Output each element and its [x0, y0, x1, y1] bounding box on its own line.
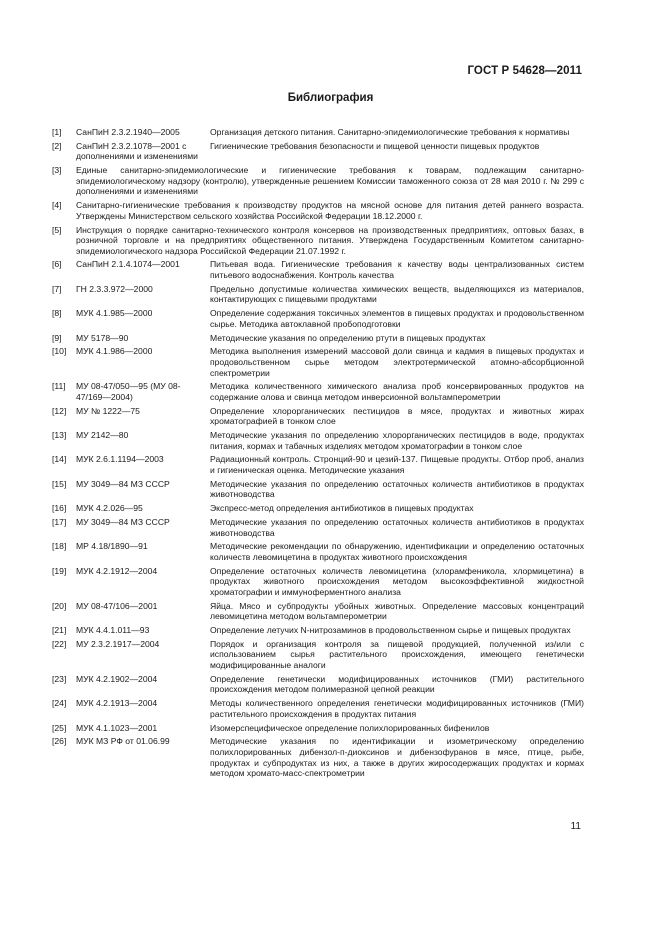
entry-description: Методические указания по идентификации и изометрическому определению полихлорированных дибензол-п-диоксинов и дибензофуранов в мясе, птице, рыбе, продуктах и субпродуктах из них, а также в других жиросодержащих продуктах и кормах методом хромато-масс-спектрометрии [210, 736, 584, 779]
entry-number: [8] [52, 308, 62, 319]
entry-number: [24] [52, 698, 67, 709]
entry-number: [3] [52, 165, 62, 176]
entry-code: СанПиН 2.1.4.1074—2001 [76, 259, 180, 270]
entry-number: [7] [52, 283, 62, 294]
entry-number: [20] [52, 600, 67, 611]
bibliography-entry [52, 381, 584, 402]
entry-description: Радиационный контроль. Стронций-90 и цезий-137. Пищевые продукты. Отбор проб, анализ и гигиеническая оценка. Методические указания [210, 454, 584, 476]
entry-description: Экспресс-метод определения антибиотиков в пищевых продуктах [210, 503, 474, 514]
entry-code: МУ № 1222—75 [76, 405, 140, 416]
entry-code: МУ 3049—84 МЗ СССР [76, 478, 170, 489]
bibliography-entry [52, 346, 584, 378]
entry-description: Методические указания по определению остаточных количеств антибиотиков в продуктах животноводства [210, 517, 584, 538]
bibliography-entry [52, 601, 584, 622]
entry-number: [11] [52, 381, 66, 392]
entry-description: Единые санитарно-эпидемиологические и гигиенические требования к товарам, подлежащим санитарно-эпидемиологическому надзору (контролю), утвержденные решением Комиссии таможенного союза от 28 мая 2010 г. № 299 с дополнениями и изменениями [76, 165, 584, 197]
entry-number: [17] [52, 517, 67, 527]
bibliography-entry [52, 141, 584, 162]
bibliography-entry [52, 308, 584, 329]
entry-description: Яйца. Мясо и субпродукты убойных животных. Определение массовых концентраций левомицетина методом вольтамперометрии [210, 600, 584, 622]
bibliography-entry [52, 225, 584, 257]
entry-code: МУК 4.1.1023—2001 [76, 722, 158, 733]
entry-number: [23] [52, 673, 67, 684]
page-number: 11 [570, 821, 581, 832]
document-code: ГОСТ Р 54628—2011 [467, 65, 582, 77]
entry-code: МУ 2142—80 [76, 430, 129, 441]
entry-code: МР 4.18/1890—91 [76, 541, 148, 552]
entry-code: СанПиН 2.3.2.1940—2005 [76, 127, 180, 137]
entry-number: [15] [52, 478, 67, 489]
entry-description: Гигиенические требования безопасности и пищевой ценности пищевых продуктов [210, 140, 540, 151]
entry-number: [10] [52, 346, 67, 357]
bibliography-entry [52, 698, 584, 719]
entry-description: Методика количественного химического анализа проб консервированных продуктов на содержание олова и свинца методом инверсионной вольтамперометрии [210, 381, 584, 402]
entry-code: МУК 4.2.1913—2004 [76, 698, 158, 709]
bibliography-entry [52, 165, 584, 197]
entry-description: Определение генетически модифицированных источников (ГМИ) растительного происхождения методом полимеразной цепной реакции [210, 673, 584, 695]
entry-description: Предельно допустимые количества химических веществ, выделяющихся из материалов, контактирующих с пищевыми продуктами [210, 283, 584, 305]
entry-code: МУК 4.1.985—2000 [76, 308, 153, 319]
entry-description: Порядок и организация контроля за пищевой продукцией, полученной из/или с использованием сырья растительного происхождения, имеющего генетически модифицированные аналоги [210, 638, 584, 671]
entry-description: Определение остаточных количеств левомицетина (хлорамфеникола, хлормицетина) в продуктах животного происхождения методом высокоэффективной жидкостной хроматографии и иммуноферментного анализа [210, 565, 584, 597]
entry-description: Определение хлорорганических пестицидов в мясе, продуктах и животных жирах хроматографией в тонком слое [210, 405, 584, 427]
entry-description: Методы количественного определения генетически модифицированных источников (ГМИ) растительного происхождения в продуктах питания [210, 698, 584, 719]
bibliography-entry [52, 503, 584, 514]
entry-description: Питьевая вода. Гигиенические требования к качеству воды централизованных систем питьевого водоснабжения. Контроль качества [210, 259, 584, 281]
entry-code: МУ 08-47/050—95 (МУ 08-47/169—2004) [76, 381, 181, 402]
entry-code: МУК МЗ РФ от 01.06.99 [76, 736, 170, 747]
bibliography-entry [52, 541, 584, 562]
bibliography-entry [52, 259, 584, 280]
entry-number: [19] [52, 565, 67, 576]
entry-description: Изомерспецифическое определение полихлорированных бифенилов [210, 722, 490, 733]
entry-number: [16] [52, 503, 67, 514]
entry-code: ГН 2.3.3.972—2000 [76, 283, 153, 294]
bibliography-entry [52, 566, 584, 598]
entry-description: Организация детского питания. Санитарно-эпидемиологические требования к нормативы [210, 127, 570, 137]
bibliography-entry [52, 736, 584, 778]
entry-description: Определение летучих N-нитрозаминов в продовольственном сырье и пищевых продуктах [210, 625, 571, 636]
entry-code: МУ 3049—84 МЗ СССР [76, 517, 170, 527]
bibliography-entry [52, 454, 584, 475]
entry-number: [5] [52, 224, 62, 235]
entry-number: [14] [52, 454, 67, 465]
entry-code: МУ 2.3.2.1917—2004 [76, 638, 160, 649]
entry-number: [6] [52, 259, 62, 270]
entry-number: [12] [52, 405, 67, 416]
entry-code: СанПиН 2.3.2.1078—2001 с дополнениями и изменениями [76, 140, 198, 162]
entry-number: [13] [52, 430, 67, 441]
bibliography-entry [52, 625, 584, 636]
bibliography-entry [52, 200, 584, 221]
entry-code: МУК 4.4.1.011—93 [76, 625, 150, 636]
entry-number: [1] [52, 127, 62, 137]
bibliography-list [52, 127, 584, 782]
bibliography-entry [52, 127, 584, 138]
bibliography-entry [52, 284, 584, 305]
entry-description: Санитарно-гигиенические требования к производству продуктов на мясной основе для питания детей раннего возраста. Утверждены Министерством сельского хозяйства Российской Федерации 18.12.2000 г. [76, 200, 584, 221]
entry-number: [4] [52, 200, 62, 211]
bibliography-entry [52, 430, 584, 451]
entry-number: [9] [52, 332, 62, 343]
entry-code: МУ 08-47/106—2001 [76, 600, 158, 611]
entry-description: Инструкция о порядке санитарно-технического контроля консервов на производственных предприятиях, оптовых базах, в розничной торговле и на предприятиях общественного питания. Утверждена Государственным Комитетом санитарно-эпидемиологического надзора Российской Федерации 21.07.1992 г. [76, 224, 584, 256]
entry-description: Определение содержания токсичных элементов в пищевых продуктах и продовольственном сырье. Методика автоклавной пробоподготовки [210, 308, 584, 329]
bibliography-entry [52, 639, 584, 671]
entry-description: Методические рекомендации по обнаружению, идентификации и определению остаточных количеств левомицетина в продуктах животного происхождения [210, 541, 584, 562]
entry-description: Методика выполнения измерений массовой доли свинца и кадмия в пищевых продуктах и продовольственном сырье методом электротермической атомно-абсорбционной спектрометрии [210, 346, 584, 378]
entry-description: Методические указания по определению ртути в пищевых продуктах [210, 332, 486, 343]
entry-description: Методические указания по определению хлорорганических пестицидов в воде, продуктах питания, кормах и табачных изделиях методом хроматографии в тонком слое [210, 430, 584, 451]
bibliography-entry [52, 406, 584, 427]
entry-number: [18] [52, 541, 67, 552]
entry-code: МУК 4.2.026—95 [76, 503, 143, 514]
entry-code: МУК 4.1.986—2000 [76, 346, 153, 357]
entry-number: [2] [52, 140, 62, 151]
bibliography-entry [52, 723, 584, 734]
entry-code: МУК 2.6.1.1194—2003 [76, 454, 164, 465]
entry-code: МУ 5178—90 [76, 332, 129, 343]
entry-description: Методические указания по определению остаточных количеств антибиотиков в продуктах животноводства [210, 478, 584, 500]
section-title: Библиография [287, 92, 374, 104]
entry-number: [21] [52, 625, 67, 636]
entry-code: МУК 4.2.1912—2004 [76, 565, 158, 576]
entry-number: [26] [52, 736, 67, 747]
bibliography-entry [52, 333, 584, 344]
bibliography-entry [52, 479, 584, 500]
bibliography-entry [52, 674, 584, 695]
entry-number: [25] [52, 722, 67, 733]
bibliography-entry [52, 517, 584, 538]
entry-number: [22] [52, 638, 67, 649]
entry-code: МУК 4.2.1902—2004 [76, 673, 158, 684]
